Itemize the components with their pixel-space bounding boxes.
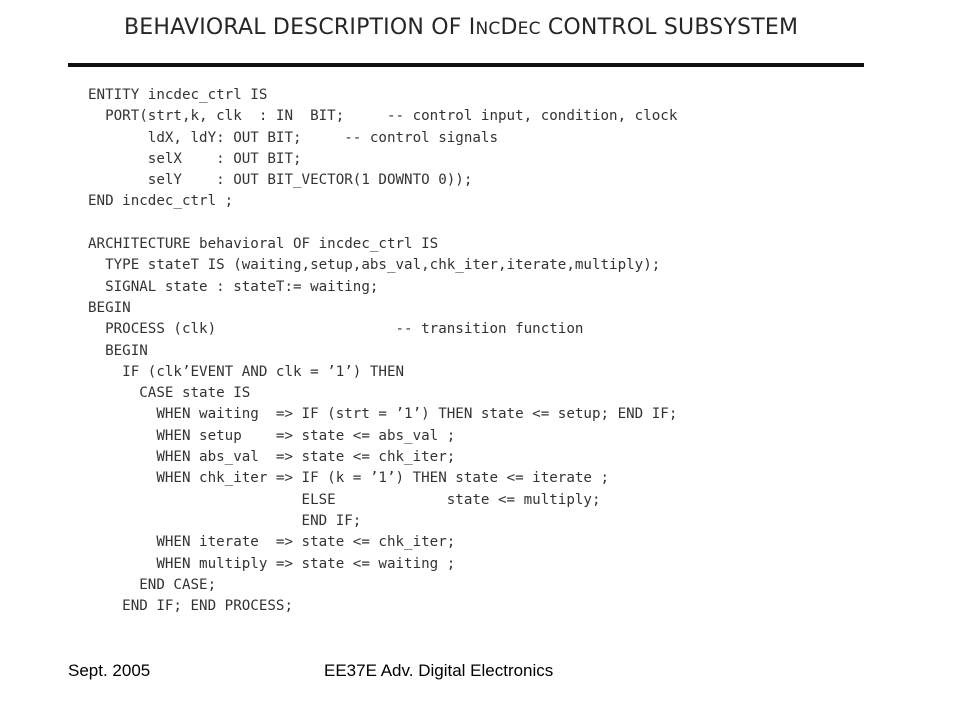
title-dec-first: D: [500, 15, 518, 40]
code-line: CASE state IS: [88, 385, 251, 402]
footer-course: EE37E Adv. Digital Electronics: [324, 661, 554, 680]
code-line: selY : OUT BIT_VECTOR(1 DOWNTO 0));: [88, 172, 473, 189]
title-prefix: BEHAVIORAL DESCRIPTION OF: [124, 15, 469, 40]
code-line: END IF; END PROCESS;: [88, 598, 293, 615]
code-line: selX : OUT BIT;: [88, 150, 302, 167]
title-suffix: CONTROL SUBSYSTEM: [540, 15, 799, 40]
footer-date: Sept. 2005: [68, 661, 151, 680]
code-line: ldX, ldY: OUT BIT; -- control signals: [88, 129, 498, 146]
title-inc-first: I: [468, 15, 476, 40]
code-line: END CASE;: [88, 576, 217, 593]
code-line: PORT(strt,k, clk : IN BIT; -- control input, condition, clock: [88, 108, 678, 125]
code-line: ELSE state <= multiply;: [88, 491, 601, 508]
code-line: END incdec_ctrl ;: [88, 193, 234, 210]
code-line: WHEN iterate => state <= chk_iter;: [88, 534, 456, 551]
code-line: WHEN waiting => IF (strt = ’1’) THEN state <= setup; END IF;: [88, 406, 678, 423]
title-inc-rest: NC: [475, 19, 501, 39]
code-line: END IF;: [88, 512, 362, 529]
code-line: IF (clk’EVENT AND clk = ’1’) THEN: [88, 363, 405, 380]
vhdl-code-listing: [88, 85, 677, 617]
code-line: WHEN multiply => state <= waiting ;: [88, 555, 456, 572]
title-dec-rest: EC: [517, 19, 541, 39]
title-underline: [68, 63, 864, 67]
code-line: BEGIN: [88, 299, 131, 316]
slide-title: [124, 13, 884, 44]
code-line: ARCHITECTURE behavioral OF incdec_ctrl IS: [88, 236, 439, 253]
code-line: ENTITY incdec_ctrl IS: [88, 87, 268, 103]
code-line: WHEN chk_iter => IF (k = ’1’) THEN state <= iterate ;: [88, 470, 610, 487]
code-line: WHEN setup => state <= abs_val ;: [88, 427, 456, 444]
code-line: TYPE stateT IS (waiting,setup,abs_val,chk_iter,iterate,multiply);: [88, 257, 661, 274]
code-line: [88, 213, 677, 234]
code-line: BEGIN: [88, 342, 148, 359]
code-line: SIGNAL state : stateT:= waiting;: [88, 278, 379, 295]
code-line: WHEN abs_val => state <= chk_iter;: [88, 449, 456, 466]
code-line: PROCESS (clk) -- transition function: [88, 321, 584, 338]
